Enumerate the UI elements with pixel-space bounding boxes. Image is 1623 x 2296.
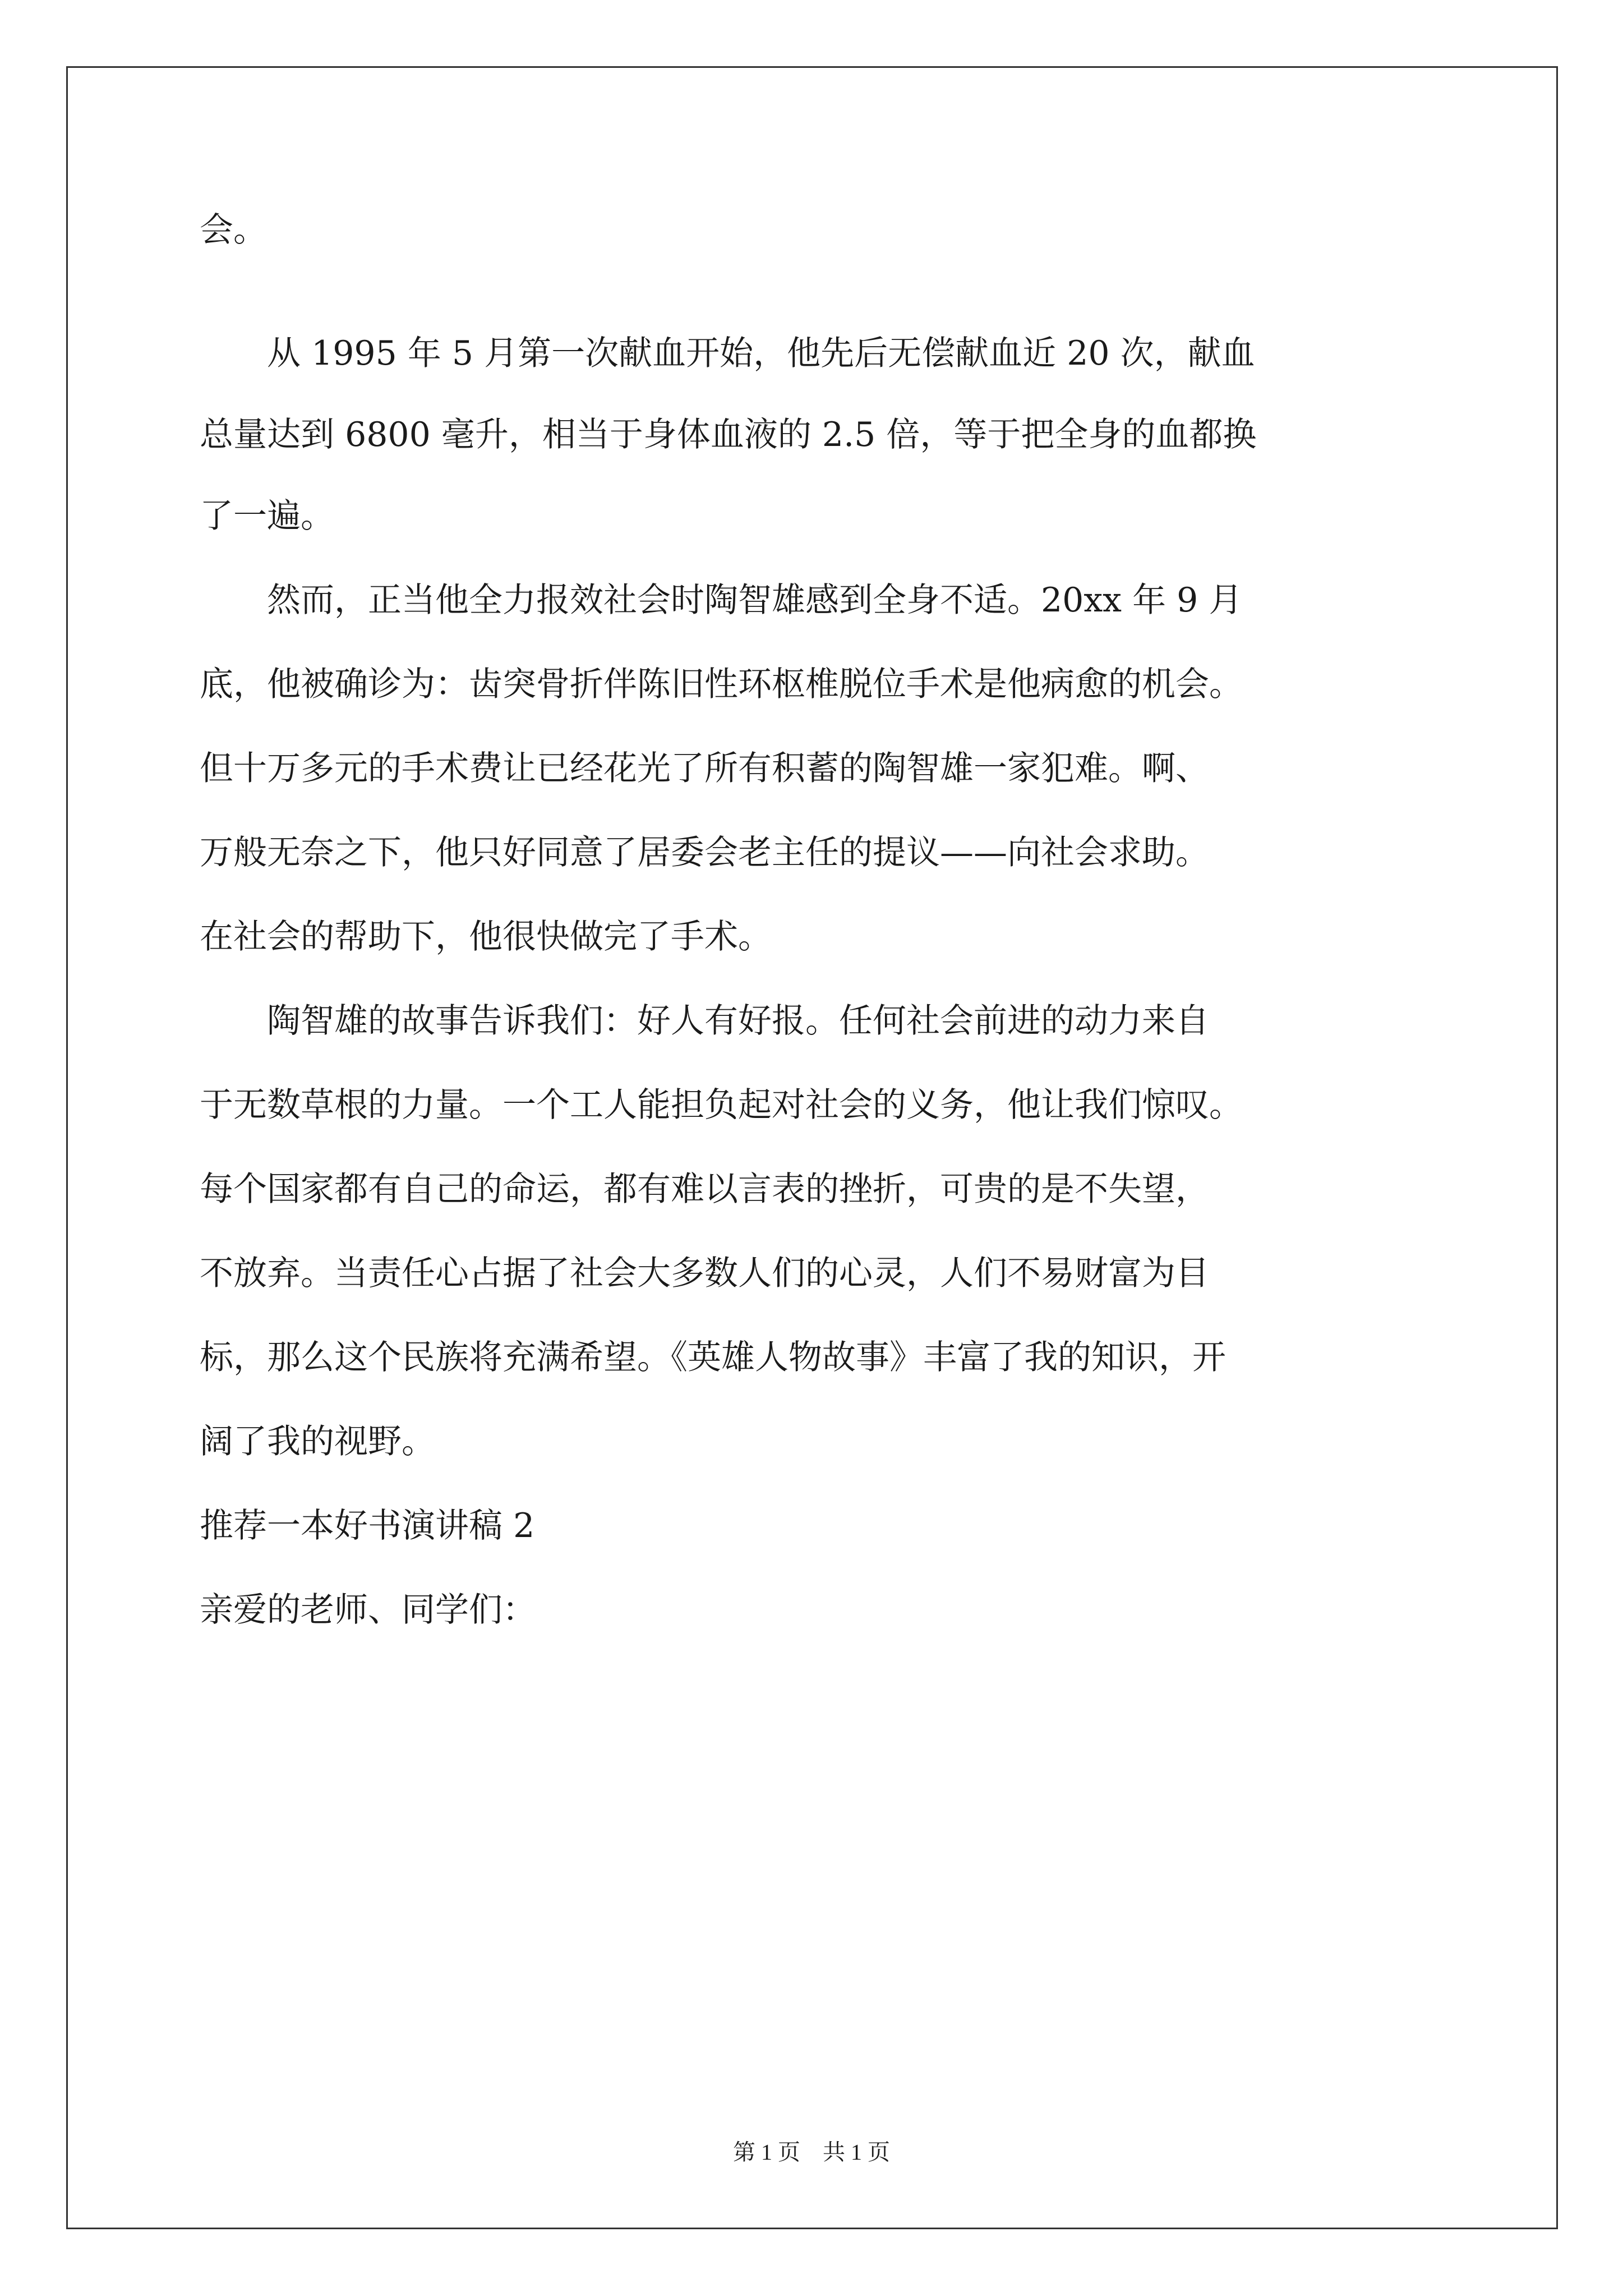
text-line: 陶智雄的故事告诉我们：好人有好报。任何社会前进的动力来自 — [200, 1001, 1209, 1041]
text-line: 标，那么这个民族将充满希望。《英雄人物故事》丰富了我的知识，开 — [200, 1338, 1226, 1377]
text-line: 但十万多元的手术费让已经花光了所有积蓄的陶智雄一家犯难。啊、 — [200, 749, 1209, 788]
text-line: 从 1995 年 5 月第一次献血开始，他先后无偿献血近 20 次，献血 — [200, 334, 1255, 373]
text-line: 于无数草根的力量。一个工人能担负起对社会的义务，他让我们惊叹。 — [200, 1085, 1243, 1125]
text-line: 总量达到 6800 毫升，相当于身体血液的 2.5 倍，等于把全身的血都换 — [200, 415, 1257, 454]
text-line: 会。 — [200, 210, 267, 250]
text-line: 不放弃。当责任心占据了社会大多数人们的心灵，人们不易财富为目 — [200, 1254, 1209, 1293]
text-line: 底，他被确诊为：齿突骨折伴陈旧性环枢椎脱位手术是他病愈的机会。 — [200, 665, 1243, 704]
document-body — [200, 188, 1433, 1652]
text-line: 每个国家都有自己的命运，都有难以言表的挫折，可贵的是不失望， — [200, 1170, 1209, 1209]
text-line: 万般无奈之下，他只好同意了居委会老主任的提议——向社会求助。 — [200, 833, 1209, 872]
text-line: 阔了我的视野。 — [200, 1422, 435, 1461]
text-line: 在社会的帮助下，他很快做完了手术。 — [200, 917, 772, 956]
text-line: 了一遍。 — [200, 496, 334, 536]
salutation: 亲爱的老师、同学们： — [200, 1590, 536, 1630]
page-footer: 第 1 页 共 1 页 — [733, 2139, 890, 2165]
text-line: 然而，正当他全力报效社会时陶智雄感到全身不适。20xx 年 9 月 — [200, 581, 1243, 620]
section-heading: 推荐一本好书演讲稿 2 — [200, 1506, 535, 1545]
